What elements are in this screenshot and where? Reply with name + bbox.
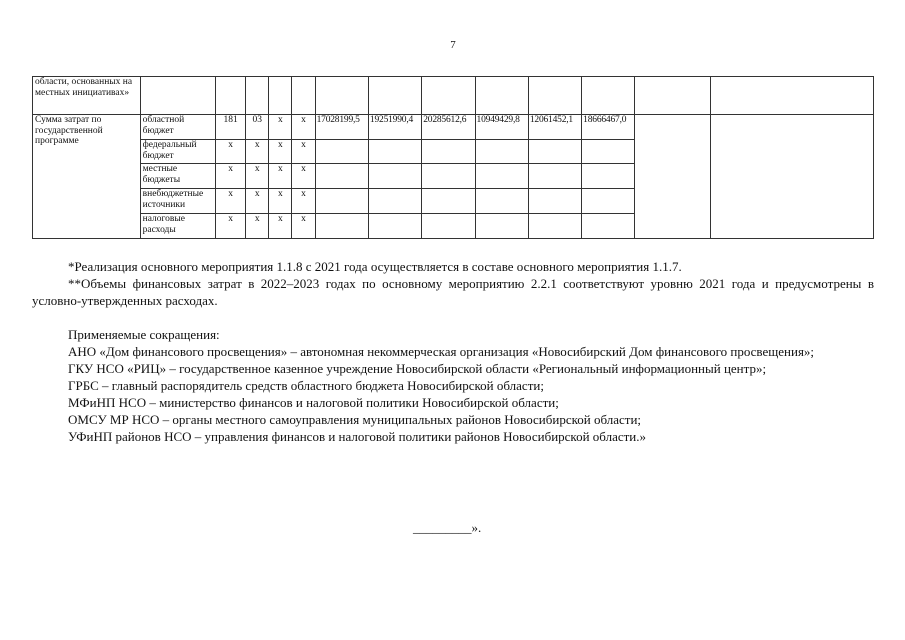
value-cell: 12061452,1: [528, 115, 581, 140]
page-number: 7: [450, 39, 456, 51]
empty-cell: [635, 115, 710, 239]
code-cell: x: [246, 189, 269, 214]
abbreviation-item: ОМСУ МР НСО – органы местного самоуправления муниципальных районов Новосибирской области;: [68, 412, 642, 427]
source-cell: местные бюджеты: [140, 164, 215, 189]
footnote: **Объемы финансовых затрат в 2022–2023 годах по основному мероприятию 2.2.1 соответствуют уровню 2021 года и предусмотрены в условно-утвержденных расходах.: [32, 276, 874, 308]
closing-mark: _________».: [413, 520, 482, 535]
table-row: [33, 115, 874, 140]
source-cell: областной бюджет: [140, 115, 215, 140]
source-cell: налоговые расходы: [140, 214, 215, 239]
abbreviation-item: МФиНП НСО – министерство финансов и налоговой политики Новосибирской области;: [68, 395, 559, 410]
code-cell: x: [269, 164, 292, 189]
value-cell: 10949429,8: [475, 115, 528, 140]
value-cell: 20285612,6: [422, 115, 475, 140]
code-cell: x: [269, 140, 292, 164]
abbreviations-heading: Применяемые сокращения:: [68, 327, 220, 342]
event-name-cell: области, основанных на местных инициативах»: [33, 77, 141, 115]
code-cell: x: [216, 214, 246, 239]
code-cell: x: [292, 164, 315, 189]
code-cell: x: [216, 189, 246, 214]
code-cell: 181: [216, 115, 246, 140]
code-cell: x: [246, 164, 269, 189]
code-cell: x: [216, 164, 246, 189]
abbreviation-item: ГКУ НСО «РИЦ» – государственное казенное учреждение Новосибирской области «Региональный информационный центр»;: [68, 361, 767, 376]
abbreviation-item: ГРБС – главный распорядитель средств областного бюджета Новосибирской области;: [68, 378, 544, 393]
code-cell: x: [216, 140, 246, 164]
code-cell: x: [269, 214, 292, 239]
budget-table: [32, 76, 874, 239]
source-cell: федеральный бюджет: [140, 140, 215, 164]
abbreviation-item: УФиНП районов НСО – управления финансов и налоговой политики районов Новосибирской области.»: [68, 429, 646, 444]
value-cell: 17028199,5: [315, 115, 368, 140]
value-cell: 19251990,4: [368, 115, 421, 140]
table-row: [33, 77, 874, 115]
code-cell: x: [269, 189, 292, 214]
code-cell: x: [292, 115, 315, 140]
abbreviation-item: АНО «Дом финансового просвещения» – автономная некоммерческая организация «Новосибирский Дом финансового просвещения»;: [68, 344, 815, 359]
source-cell: внебюджетные источники: [140, 189, 215, 214]
notes-section: [32, 258, 874, 445]
code-cell: 03: [246, 115, 269, 140]
code-cell: x: [246, 214, 269, 239]
code-cell: x: [292, 189, 315, 214]
empty-cell: [710, 115, 873, 239]
value-cell: 18666467,0: [582, 115, 635, 140]
summary-label-cell: Сумма затрат по государственной программе: [33, 115, 141, 239]
code-cell: x: [269, 115, 292, 140]
code-cell: x: [246, 140, 269, 164]
footnote: *Реализация основного мероприятия 1.1.8 с 2021 года осуществляется в составе основного мероприятия 1.1.7.: [68, 259, 682, 274]
code-cell: x: [292, 140, 315, 164]
code-cell: x: [292, 214, 315, 239]
